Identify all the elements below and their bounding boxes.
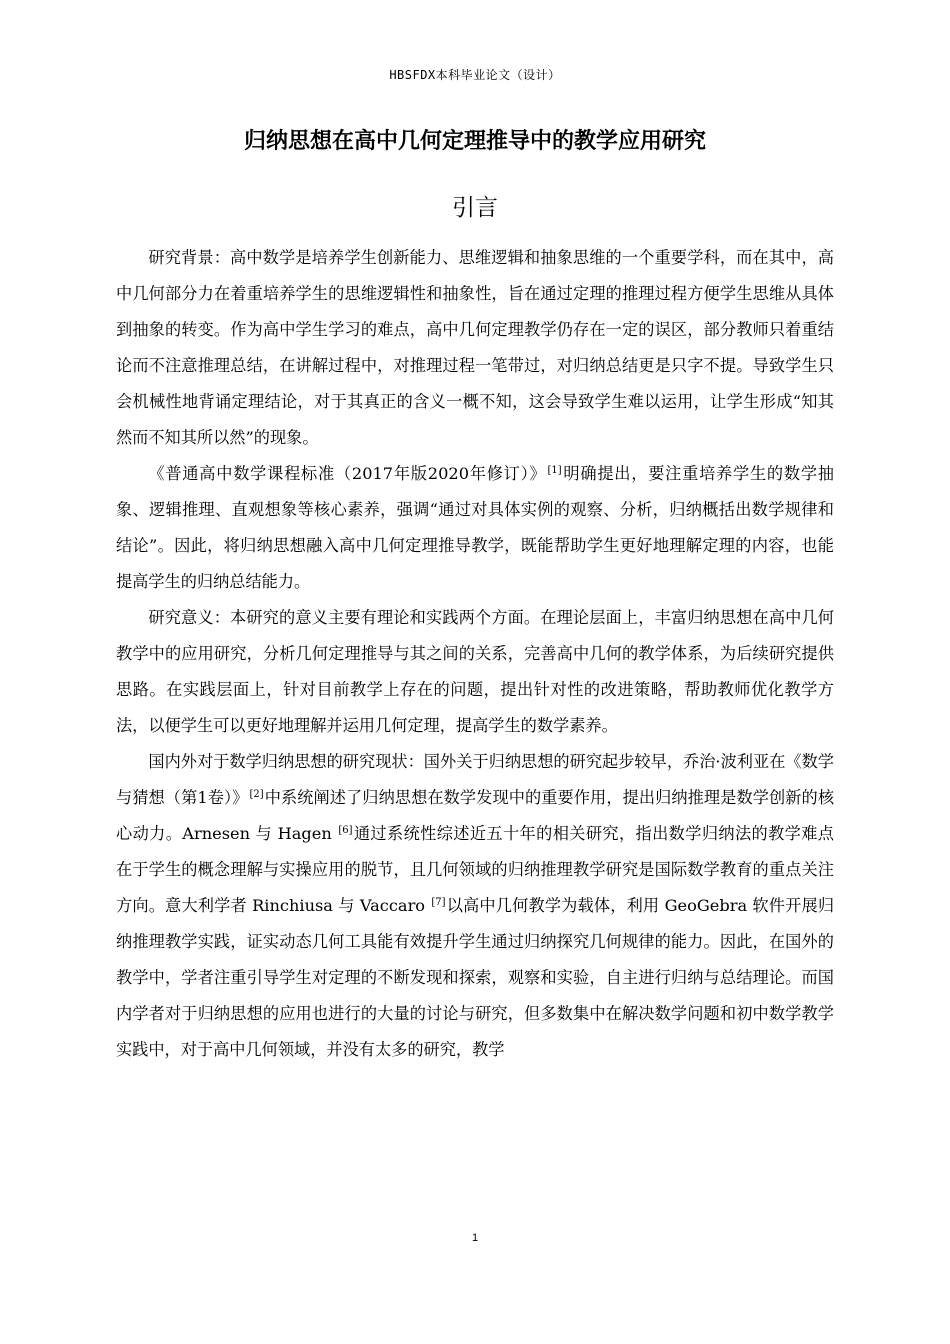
paragraph-text: 通过系统性综述近五十年的相关研究，指出数学归纳法的教学难点在于学生的概念理解与实操应用的脱节，且几何领域的归纳推理教学研究是国际数学教育的重点关注方向。意大利学者 Rinchiusa 与 Vaccaro [116,824,834,915]
citation-ref[interactable]: [2] [249,789,264,800]
paragraph-text: 中系统阐述了归纳思想在数学发现中的重要作用，提出归纳推理是数学创新的核心动力。Arnesen 与 Hagen [116,788,835,843]
citation-ref[interactable]: [7] [431,897,446,908]
citation-ref[interactable]: [1] [547,465,562,476]
paragraph-text: 明确提出，要注重培养学生的数学抽象、逻辑推理、直观想象等核心素养，强调“通过对具体实例的观察、分析，归纳概括出数学规律和结论”。因此，将归纳思想融入高中几何定理推导教学，既能帮助学生更好地理解定理的内容，也能提高学生的归纳总结能力。 [116,464,834,591]
page-number: 1 [471,1232,479,1244]
paragraph-text: 《普通高中数学课程标准（2017年版2020年修订）》 [148,464,547,483]
paragraph-research-status [116,744,834,1068]
paragraph-curriculum-standard [116,456,834,600]
section-heading: 引言 [452,195,498,221]
page-header: HBSFDX本科毕业论文（设计） [389,68,561,82]
citation-ref[interactable]: [6] [338,825,353,836]
body-text [116,240,834,1068]
paragraph-text: 国内外对于数学归纳思想的研究现状：国外关于归纳思想的研究起步较早，乔治·波利亚在《数学与猜想（第1卷）》 [116,752,834,807]
paragraph-significance [116,600,834,744]
paper-title: 归纳思想在高中几何定理推导中的教学应用研究 [243,129,706,154]
paragraph-text: 研究意义：本研究的意义主要有理论和实践两个方面。在理论层面上，丰富归纳思想在高中几何教学中的应用研究，分析几何定理推导与其之间的关系，完善高中几何的教学体系，为后续研究提供思路。在实践层面上，针对目前教学上存在的问题，提出针对性的改进策略，帮助教师优化教学方法，以便学生可以更好地理解并运用几何定理，提高学生的数学素养。 [116,608,834,735]
paragraph-text: 以高中几何教学为载体，利用 GeoGebra 软件开展归纳推理教学实践，证实动态几何工具能有效提升学生通过归纳探究几何规律的能力。因此，在国外的教学中，学者注重引导学生对定理的不断发现和探索，观察和实验，自主进行归纳与总结理论。而国内学者对于归纳思想的应用也进行的大量的讨论与研究，但多数集中在解决数学问题和初中数学教学实践中，对于高中几何领域，并没有太多的研究，教学 [116,896,835,1059]
paragraph-text: 研究背景：高中数学是培养学生创新能力、思维逻辑和抽象思维的一个重要学科，而在其中，高中几何部分力在着重培养学生的思维逻辑性和抽象性，旨在通过定理的推理过程方便学生思维从具体到抽象的转变。作为高中学生学习的难点，高中几何定理教学仍存在一定的误区，部分教师只着重结论而不注意推理总结，在讲解过程中，对推理过程一笔带过，对归纳总结更是只字不提。导致学生只会机械性地背诵定理结论，对于其真正的含义一概不知，这会导致学生难以运用，让学生形成“知其然而不知其所以然”的现象。 [116,248,834,447]
paragraph-background [116,240,834,456]
